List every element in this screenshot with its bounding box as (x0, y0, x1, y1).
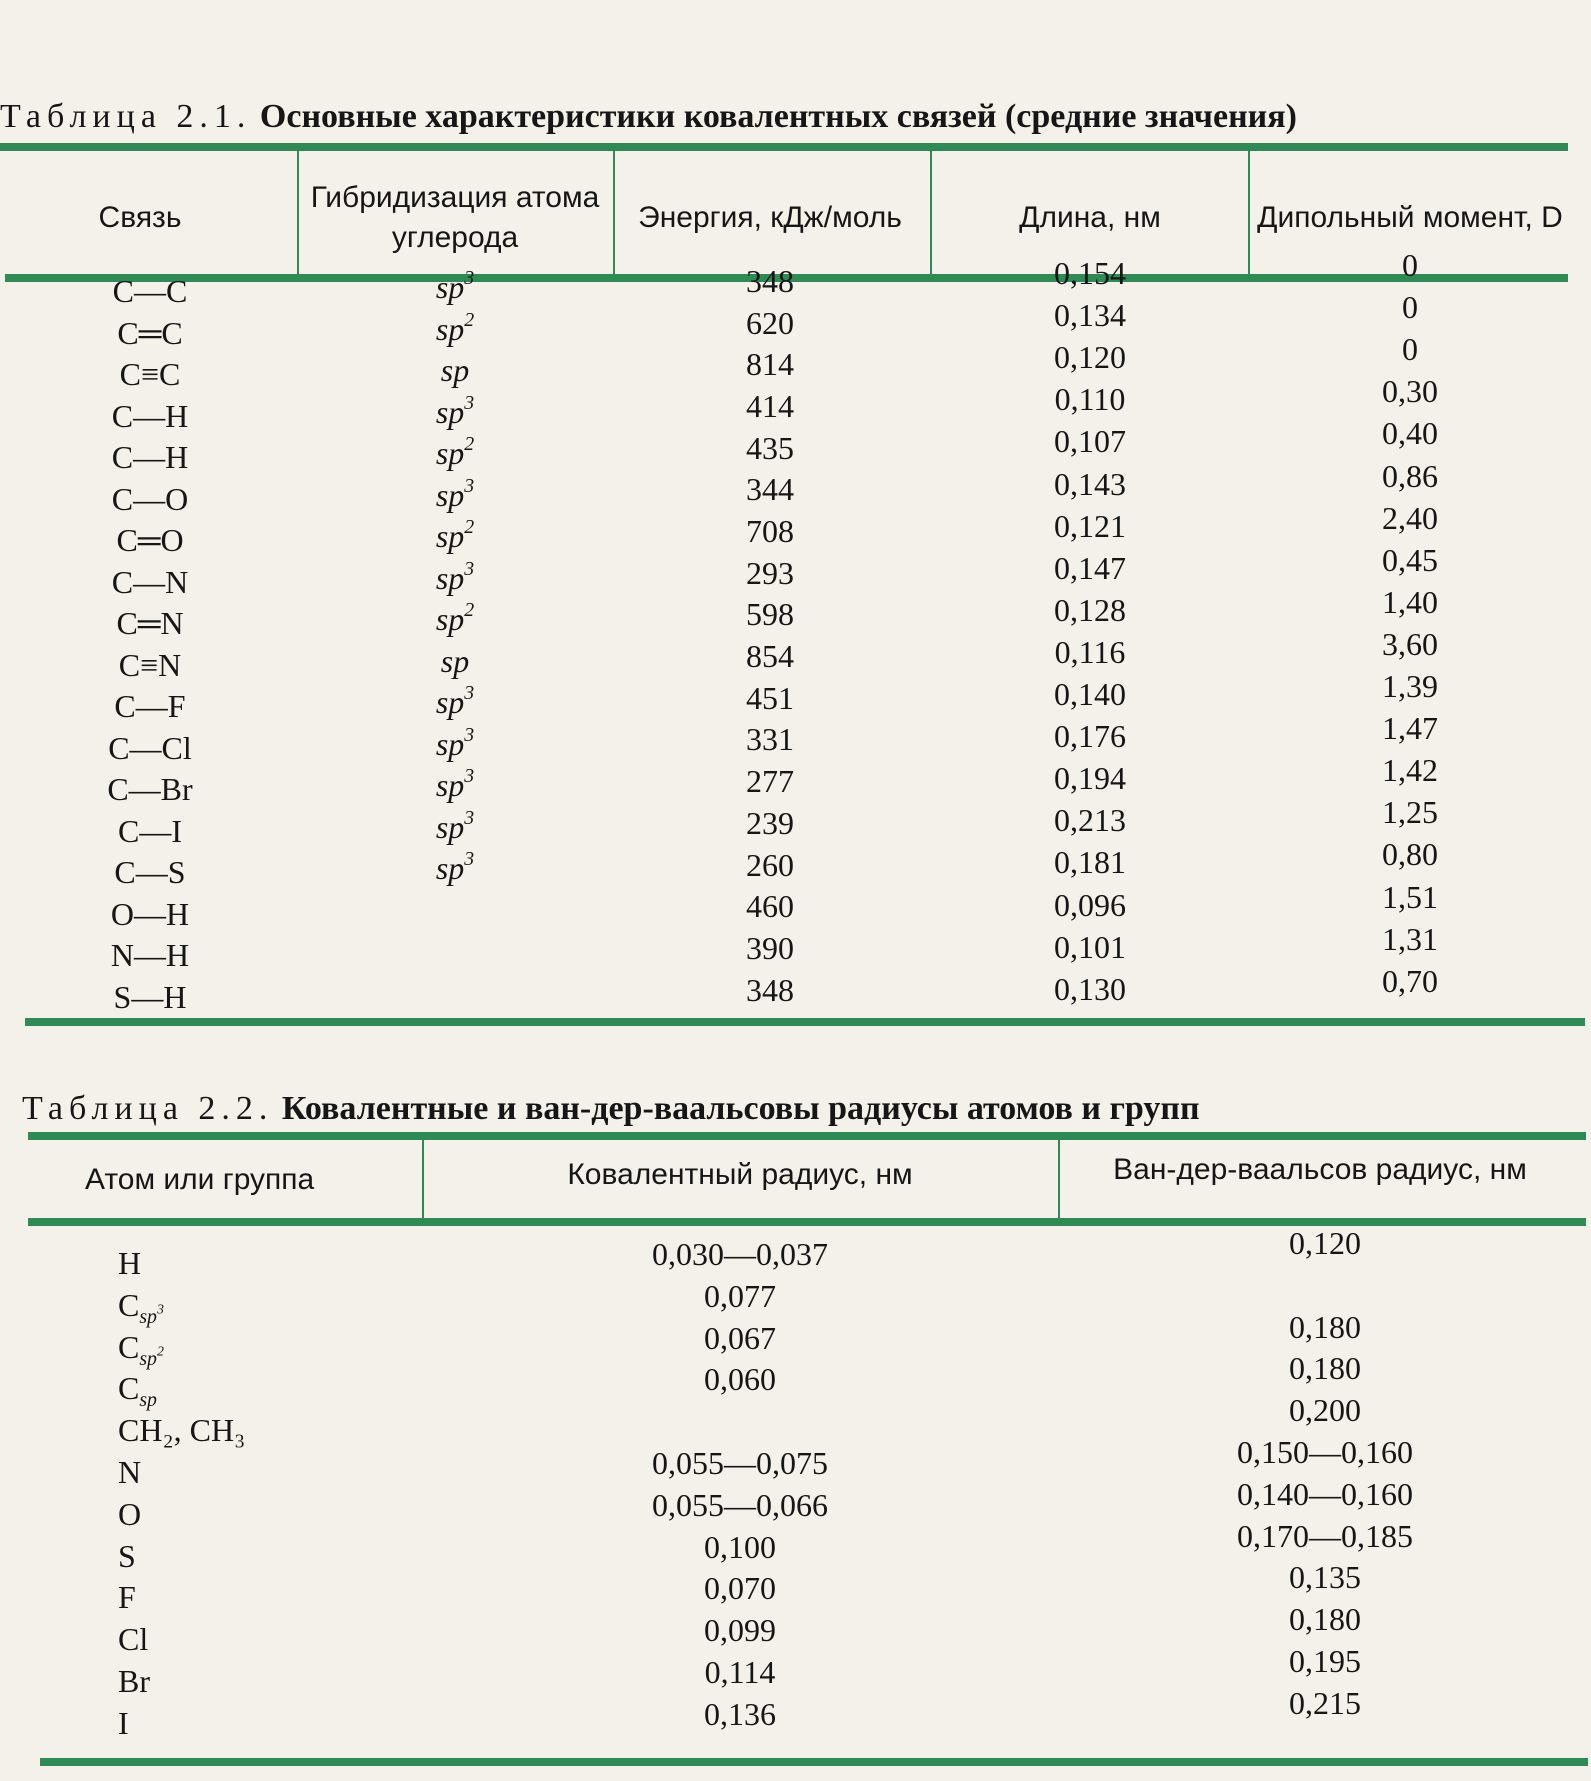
bond-cell: C≡C (119, 356, 181, 392)
hybridization-cell (400, 764, 510, 806)
bond-cell: C—O (111, 480, 189, 517)
bond-cell: C═N (116, 605, 184, 641)
atom-hybridization-subscript (139, 1302, 164, 1328)
length-cell: 0,181 (1054, 844, 1126, 881)
bond-cell: N—H (110, 937, 190, 973)
hybridization-text: sp (435, 601, 465, 637)
hybridization-cell (400, 266, 510, 308)
table2-header-covalent: Ковалентный радиус, нм (567, 1158, 913, 1191)
hybridization-cell (400, 308, 510, 350)
hybridization-superscript: 3 (464, 765, 475, 788)
hybridization-cell (400, 557, 510, 599)
atom-cell (118, 1535, 136, 1577)
dipole-cell: 0,30 (1382, 373, 1438, 410)
energy-cell: 460 (746, 888, 794, 925)
hybridization-cell (400, 681, 510, 723)
dipole-cell: 0,80 (1382, 836, 1438, 873)
atom-cell (118, 1660, 150, 1702)
covalent-radius-cell: 0,060 (704, 1361, 776, 1398)
table1-header-bond: Связь (98, 200, 182, 234)
atom-cell (118, 1576, 136, 1618)
covalent-radius-cell: 0,114 (704, 1654, 776, 1690)
vdw-radius-cell: 0,215 (1289, 1684, 1361, 1721)
energy-cell: 277 (746, 763, 794, 800)
table2-bottom-rule (40, 1758, 1588, 1766)
hybridization-cell (400, 598, 510, 640)
table2-header-vdw: Ван-дер-ваальсов радиус, нм (1113, 1153, 1527, 1186)
bond-cell: S—H (113, 978, 187, 1015)
vdw-radius-cell: 0,135 (1289, 1559, 1361, 1596)
dipole-cell: 1,39 (1382, 668, 1438, 704)
length-cell: 0,128 (1054, 591, 1126, 628)
table2-divider (1058, 1140, 1060, 1220)
table2-caption (22, 1090, 1200, 1128)
atom-cell (118, 1493, 141, 1535)
subscript-superscript: 2 (156, 1343, 164, 1359)
length-cell: 0,110 (1054, 381, 1126, 418)
hybridization-cell (400, 432, 510, 474)
hybridization-superscript: 3 (464, 723, 475, 746)
vdw-radius-cell: 0,150—0,160 (1237, 1434, 1413, 1470)
energy-cell: 435 (746, 429, 794, 466)
hybridization-text: sp (435, 269, 465, 305)
length-cell: 0,176 (1054, 718, 1126, 755)
table1-header-energy: Энергия, кДж/моль (638, 200, 902, 234)
length-cell: 0,194 (1054, 760, 1126, 797)
atom-symbol: O (118, 1495, 142, 1532)
energy-cell: 348 (746, 263, 794, 299)
bond-cell: C═C (117, 314, 183, 351)
table1-header-length: Длина, нм (1019, 200, 1161, 234)
atom-cell (118, 1618, 148, 1660)
length-cell: 0,130 (1054, 970, 1126, 1007)
covalent-radius-cell: 0,070 (704, 1570, 776, 1607)
hybridization-superscript: 2 (464, 433, 475, 456)
hybridization-cell (400, 847, 510, 889)
table1-divider (930, 151, 932, 276)
dipole-cell: 1,51 (1382, 878, 1438, 915)
length-cell: 0,134 (1054, 297, 1126, 334)
hybridization-text: sp (435, 435, 465, 471)
length-cell: 0,143 (1054, 465, 1126, 502)
atom-symbol: C (118, 1370, 140, 1407)
hybridization-text: sp (435, 684, 465, 720)
atom-symbol: Cl (118, 1621, 149, 1658)
vdw-radius-cell: 0,180 (1289, 1350, 1361, 1387)
bond-cell: C—Cl (108, 729, 192, 766)
hybridization-superscript: 3 (464, 474, 475, 497)
length-cell: 0,101 (1054, 928, 1126, 965)
hybridization-text: sp (435, 559, 465, 596)
atom-symbol: H (118, 1245, 142, 1281)
energy-cell: 451 (746, 679, 794, 716)
bond-cell: C—S (114, 854, 186, 890)
atom-hybridization-subscript (139, 1343, 164, 1370)
atom-symbol: S (118, 1537, 136, 1574)
hybridization-superscript: 3 (464, 267, 475, 290)
covalent-radius-cell: 0,099 (704, 1612, 776, 1649)
atom-symbol: C (118, 1328, 140, 1365)
energy-cell: 260 (746, 846, 794, 883)
table1-bottom-rule (25, 1018, 1585, 1026)
hybridization-cell (400, 391, 510, 433)
table1-header-hybridization: Гибридизация атома углерода (310, 180, 600, 254)
hybridization-text: sp (435, 808, 465, 845)
dipole-cell: 3,60 (1382, 625, 1438, 662)
bond-cell: C—Br (107, 771, 193, 807)
table2-title: Ковалентные и ван-дер-ваальсовы радиусы атомов и групп (281, 1090, 1200, 1127)
hybridization-superscript: 3 (464, 557, 475, 580)
atom-cell (118, 1451, 141, 1493)
atom-symbol: C (118, 1286, 140, 1323)
atom-cell (118, 1326, 164, 1368)
table1-title: Основные характеристики ковалентных связей (средние значения) (259, 98, 1297, 135)
atom-symbol: CH₂, CH₃ (118, 1412, 246, 1449)
covalent-radius-cell: 0,100 (704, 1528, 776, 1565)
hybridization-superscript: 3 (464, 682, 475, 705)
dipole-cell: 0,40 (1382, 415, 1438, 452)
table1-divider (613, 151, 615, 276)
energy-cell: 331 (746, 721, 794, 758)
vdw-radius-cell: 0,200 (1289, 1392, 1361, 1429)
hybridization-text: sp (435, 767, 465, 803)
length-cell: 0,107 (1054, 423, 1126, 460)
table1-caption (0, 98, 1297, 136)
energy-cell: 708 (746, 513, 794, 550)
dipole-cell: 0,86 (1382, 457, 1438, 494)
dipole-cell: 1,42 (1382, 752, 1438, 789)
atom-symbol: I (118, 1704, 129, 1741)
bond-cell: C—N (111, 563, 189, 600)
atom-hybridization-subscript (139, 1389, 157, 1411)
atom-cell (118, 1367, 157, 1412)
hybridization-cell (400, 640, 510, 682)
table1-header-dipole: Дипольный момент, D (1257, 200, 1563, 234)
atom-cell (118, 1409, 245, 1451)
bond-cell: C≡N (118, 646, 182, 683)
energy-cell: 854 (746, 638, 794, 675)
vdw-radius-cell: 0,140—0,160 (1237, 1475, 1413, 1512)
vdw-radius-cell: 0,170—0,185 (1237, 1517, 1413, 1554)
energy-cell: 293 (746, 554, 794, 591)
subscript-text: sp (139, 1305, 157, 1328)
hybridization-text: sp (440, 642, 470, 679)
covalent-radius-cell: 0,055—0,075 (652, 1445, 828, 1481)
length-cell: 0,120 (1054, 339, 1126, 376)
dipole-cell: 0,45 (1382, 541, 1438, 578)
subscript-superscript: 3 (156, 1302, 164, 1318)
bond-cell: C═O (116, 522, 184, 558)
hybridization-text: sp (435, 518, 465, 554)
atom-symbol: N (118, 1454, 142, 1490)
hybridization-text: sp (435, 725, 465, 762)
atom-cell (118, 1702, 129, 1744)
length-cell: 0,213 (1054, 802, 1126, 839)
energy-cell: 598 (746, 596, 794, 633)
hybridization-text: sp (440, 352, 470, 388)
table1-label: Таблица 2.1. (0, 98, 252, 135)
energy-cell: 239 (746, 804, 794, 841)
length-cell: 0,154 (1054, 255, 1126, 291)
bond-cell: C—H (111, 397, 189, 434)
dipole-cell: 1,47 (1382, 710, 1438, 747)
table1-divider (297, 151, 299, 276)
atom-cell (118, 1284, 164, 1326)
bond-cell: C—H (111, 439, 189, 475)
covalent-radius-cell: 0,077 (704, 1277, 776, 1314)
energy-cell: 390 (746, 929, 794, 966)
table2-header-atom: Атом или группа (85, 1163, 315, 1196)
subscript-text: sp (139, 1389, 157, 1412)
hybridization-cell (400, 806, 510, 848)
length-cell: 0,147 (1054, 549, 1126, 586)
hybridization-cell (400, 515, 510, 557)
bond-cell: C—C (112, 273, 188, 309)
covalent-radius-cell: 0,055—0,066 (652, 1486, 828, 1523)
atom-cell (118, 1242, 141, 1284)
table1-top-rule (0, 143, 1568, 151)
dipole-cell: 0,70 (1382, 962, 1438, 999)
dipole-cell: 1,40 (1382, 583, 1438, 620)
table2-label: Таблица 2.2. (22, 1090, 274, 1127)
covalent-radius-cell: 0,136 (704, 1695, 776, 1732)
subscript-text: sp (139, 1347, 157, 1370)
hybridization-superscript: 2 (464, 516, 475, 539)
hybridization-superscript: 3 (464, 806, 475, 829)
hybridization-cell (400, 349, 510, 391)
bond-cell: O—H (110, 895, 190, 932)
hybridization-superscript: 2 (464, 308, 475, 331)
atom-symbol: F (118, 1579, 136, 1616)
bond-cell: C—I (118, 812, 182, 849)
hybridization-superscript: 2 (464, 599, 475, 622)
hybridization-superscript: 3 (464, 848, 475, 871)
energy-cell: 414 (746, 388, 794, 425)
table1-divider (1248, 151, 1250, 276)
length-cell: 0,121 (1054, 507, 1126, 544)
energy-cell: 344 (746, 471, 794, 508)
hybridization-cell (400, 474, 510, 516)
length-cell: 0,116 (1054, 633, 1126, 670)
atom-symbol: Br (118, 1663, 150, 1699)
energy-cell: 620 (746, 304, 794, 341)
vdw-radius-cell: 0,120 (1289, 1225, 1361, 1261)
length-cell: 0,096 (1054, 886, 1126, 923)
energy-cell: 814 (746, 346, 794, 383)
covalent-radius-cell: 0,067 (704, 1319, 776, 1356)
dipole-cell: 1,25 (1382, 794, 1438, 831)
vdw-radius-cell: 0,180 (1289, 1308, 1361, 1345)
vdw-radius-cell: 0,180 (1289, 1601, 1361, 1638)
hybridization-text: sp (435, 393, 465, 430)
covalent-radius-cell: 0,030—0,037 (652, 1236, 828, 1272)
dipole-cell: 0 (1402, 247, 1418, 283)
hybridization-cell (400, 723, 510, 765)
length-cell: 0,140 (1054, 676, 1126, 712)
bond-cell: C—F (114, 688, 186, 724)
dipole-cell: 0 (1402, 289, 1418, 326)
table2-divider (422, 1140, 424, 1220)
vdw-radius-cell: 0,195 (1289, 1643, 1361, 1679)
hybridization-superscript: 3 (464, 391, 475, 414)
hybridization-text: sp (435, 850, 465, 886)
hybridization-text: sp (435, 310, 465, 347)
energy-cell: 348 (746, 971, 794, 1008)
hybridization-text: sp (435, 476, 465, 513)
dipole-cell: 0 (1402, 331, 1418, 368)
dipole-cell: 2,40 (1382, 499, 1438, 536)
dipole-cell: 1,31 (1382, 920, 1438, 957)
